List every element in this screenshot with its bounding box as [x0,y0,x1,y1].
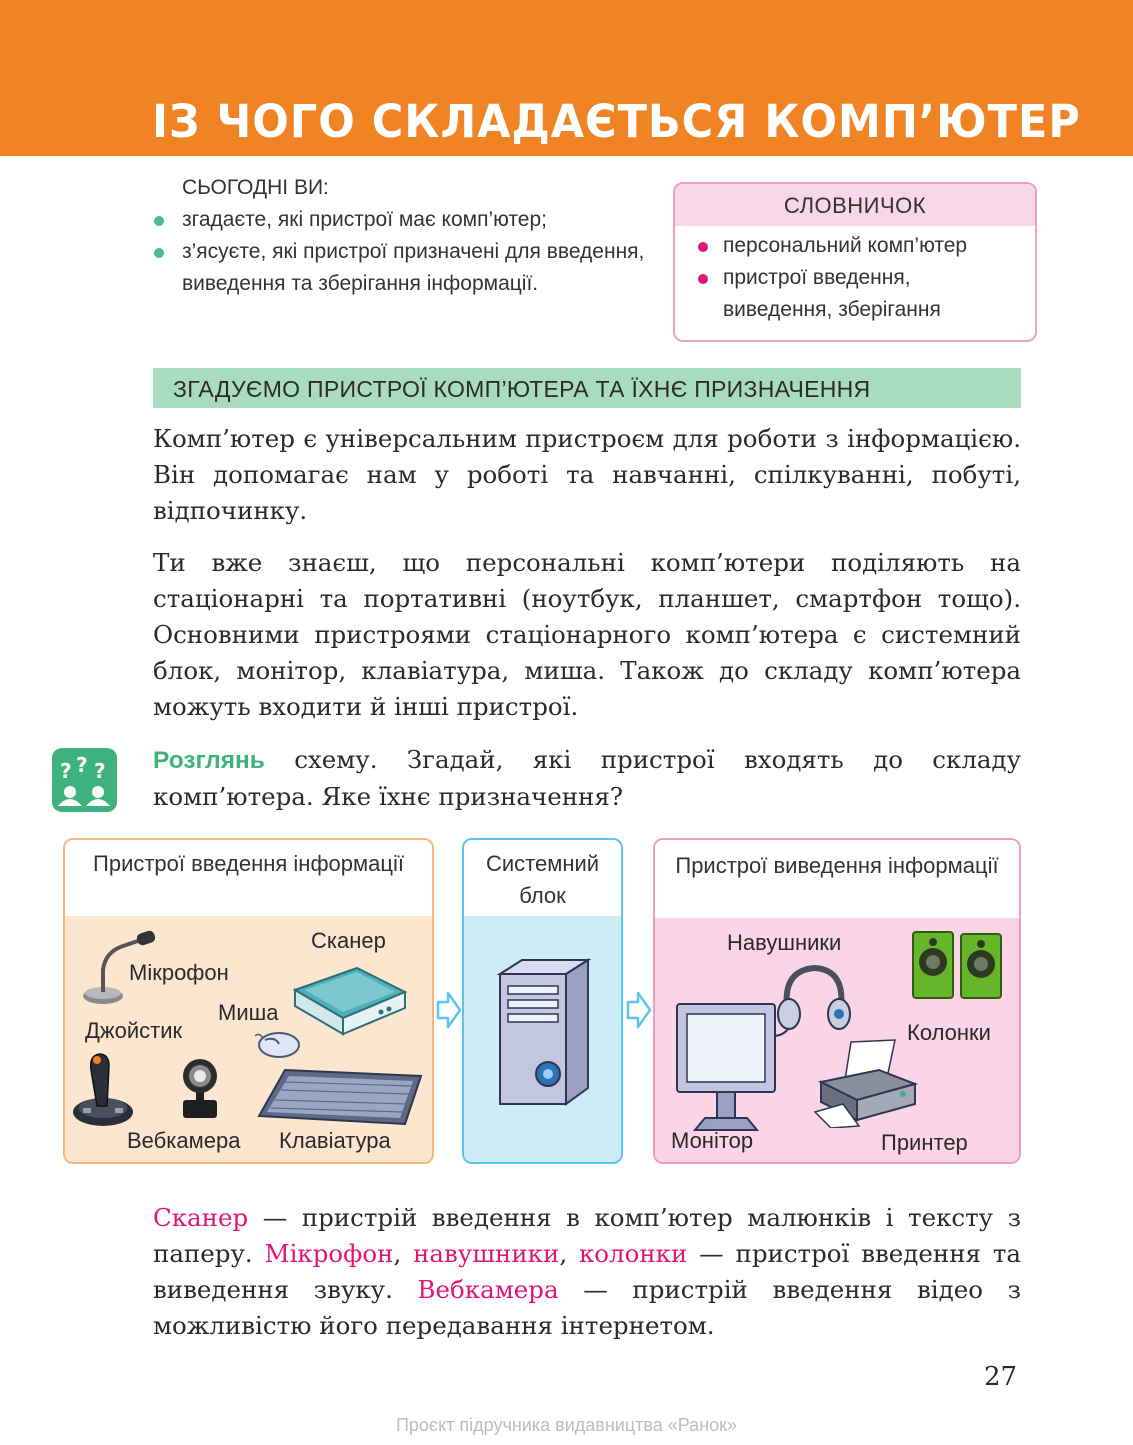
svg-text:?: ? [60,759,72,783]
definition-text: — пристрій введення в комп’ютер малюнків і тексту з паперу. [153,1203,1021,1268]
headphones-label: Навушники [727,930,842,955]
svg-text:?: ? [94,759,106,783]
vocabulary-list [675,226,1035,326]
paragraph-intro: Комп’ютер є універсальним пристроєм для роботи з інформацією. Він допомагає нам у роботі та навчанні, спілкуванні, побуті, відпочинку. [153,424,1021,525]
system-unit-box [462,838,623,1164]
printer-icon [811,1038,921,1128]
arrow-right-icon [436,991,462,1029]
goal-item: з’ясуєте, які пристрої призначені для введення, виведення та зберігання інформації. [152,236,652,300]
paragraph-devices: Ти вже знаєш, що персональні комп’ютери поділяють на стаціонарні та портативні (ноутбук, планшет, смартфон тощо). Основними пристроями стаціонарного комп’ютера є системний блок, монітор, клавіатура, миша. Також до складу комп’ютера можуть входити й інші пристрої. [153,548,1021,721]
webcam-label: Вебкамера [127,1128,241,1153]
system-unit-area [464,916,621,1162]
system-unit-icon [494,956,594,1108]
microphone-label: Мікрофон [129,960,229,985]
input-devices-area [65,916,432,1162]
output-devices-box [653,838,1021,1164]
page-number: 27 [984,1362,1018,1392]
term-scanner: Сканер [153,1203,249,1232]
vocabulary-item: персональний комп’ютер [723,230,1025,262]
page-title: ІЗ ЧОГО СКЛАДАЄТЬСЯ КОМП’ЮТЕР [152,96,1081,149]
keyboard-label: Клавіатура [279,1128,391,1153]
task-text: схему. Згадай, які пристрої входять до складу комп’ютера. Яке їхнє призначення? [153,745,1021,811]
term-microphone: Мікрофон [264,1239,394,1268]
definition-text: — пристрої введення та виведення звуку. [153,1239,1022,1304]
speakers-label: Колонки [907,1020,991,1045]
speakers-icon [911,928,1005,1002]
mouse-label: Миша [218,1000,279,1025]
headphones-icon [773,964,853,1038]
separator: , [393,1239,414,1268]
monitor-label: Монітор [671,1128,754,1153]
paragraph-definitions [153,1200,1021,1344]
goals-heading: СЬОГОДНІ ВИ: [182,176,329,199]
scanner-label: Сканер [311,928,386,953]
vocabulary-item: пристрої введення, виведення, зберігання [723,262,1025,326]
arrow-right-icon [626,991,652,1029]
scanner-icon [291,962,409,1038]
vocabulary-title: СЛОВНИЧОК [675,184,1035,226]
goal-item: згадаєте, які пристрої має комп’ютер; [152,204,652,236]
discussion-icon [52,748,117,812]
separator: , [559,1239,579,1268]
lesson-goals [152,172,652,300]
vocabulary-box [673,182,1037,342]
svg-text:?: ? [76,753,88,777]
keyboard-icon [255,1066,425,1128]
paragraph-task [153,742,1021,815]
term-headphones: навушники [413,1239,560,1268]
definition-text: — пристрій введення відео з можливістю його передавання інтернетом. [153,1275,1022,1340]
joystick-icon [69,1046,135,1130]
section-heading: ЗГАДУЄМО ПРИСТРОЇ КОМП’ЮТЕРА ТА ЇХНЄ ПРИЗНАЧЕННЯ [153,368,1021,408]
footer-note: Проєкт підручника видавництва «Ранок» [395,1415,738,1435]
input-devices-box [63,838,434,1164]
webcam-icon [175,1056,225,1122]
printer-label: Принтер [881,1130,968,1155]
task-keyword: Розглянь [153,747,265,774]
output-devices-area [655,918,1019,1162]
term-speakers: колонки [578,1239,688,1268]
monitor-icon [675,1002,779,1136]
mouse-icon [255,1028,303,1060]
joystick-label: Джойстик [85,1018,183,1043]
system-unit-title: Системний блок [464,840,621,916]
input-devices-title: Пристрої введення інформації [65,840,432,916]
header-banner [0,0,1133,156]
term-webcam: Вебкамера [417,1275,559,1304]
output-devices-title: Пристрої виведення інформації [655,840,1019,918]
goals-list [152,204,652,300]
